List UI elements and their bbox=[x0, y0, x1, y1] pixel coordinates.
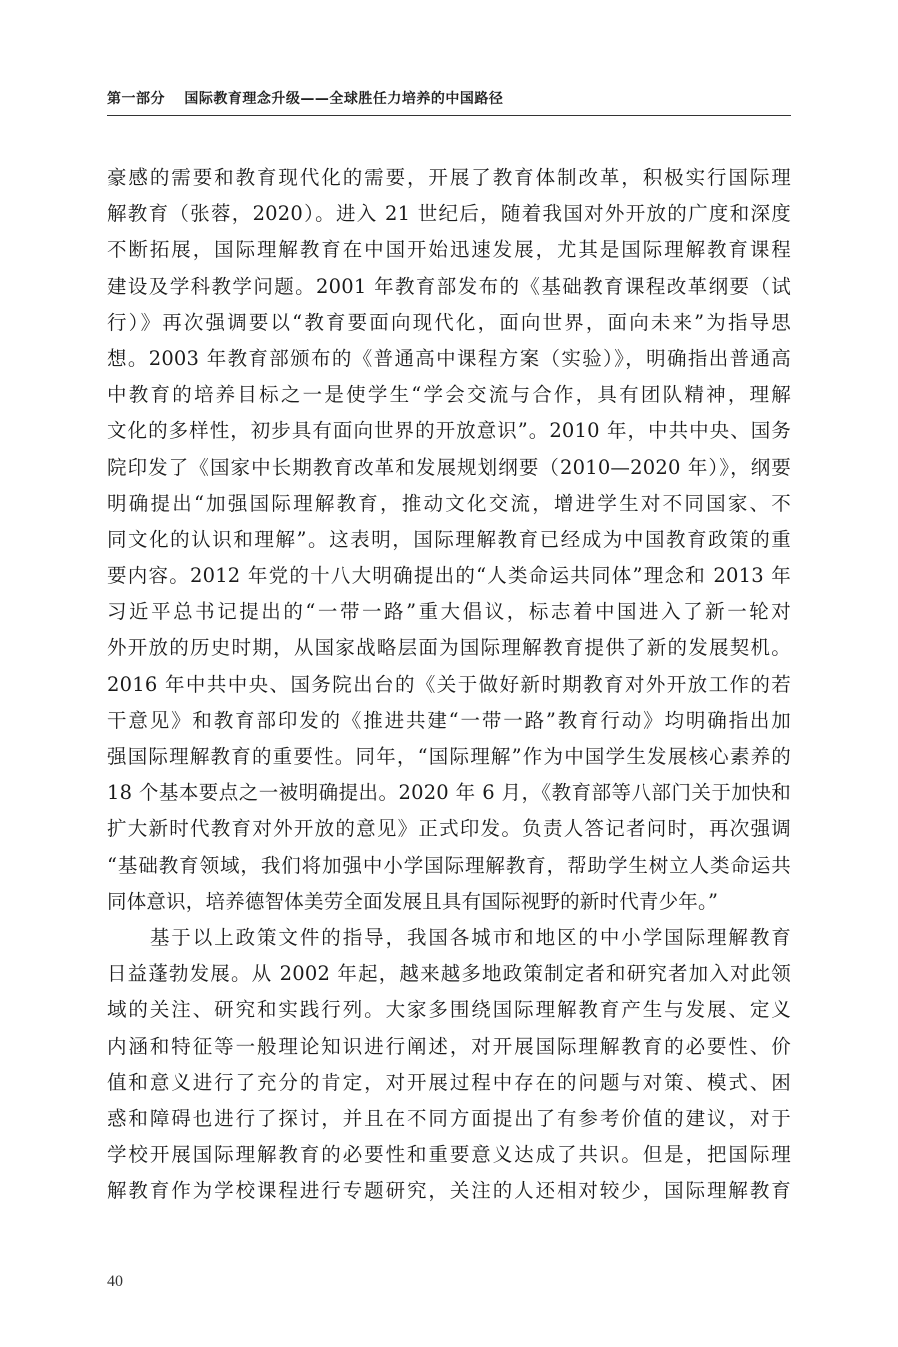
text-line: 扩大新时代教育对外开放的意见》正式印发。负责人答记者问时，再次强调 bbox=[107, 817, 791, 841]
running-header bbox=[107, 88, 791, 114]
text-line: 院印发了《国家中长期教育改革和发展规划纲要（2010—2020 年）》，纲要 bbox=[107, 455, 791, 479]
text-line: 想。2003 年教育部颁布的《普通高中课程方案（实验）》，明确指出普通高 bbox=[107, 346, 791, 370]
text-line: 18 个基本要点之一被明确提出。2020 年 6 月，《教育部等八部门关于加快和 bbox=[107, 781, 791, 805]
text-line: 同体意识，培养德智体美劳全面发展且具有国际视野的新时代青少年。” bbox=[107, 889, 719, 913]
text-line: 解教育（张蓉，2020）。进入 21 世纪后，随着我国对外开放的广度和深度 bbox=[107, 202, 791, 226]
paragraph-2 bbox=[107, 920, 791, 1210]
text-line: 值和意义进行了充分的肯定，对开展过程中存在的问题与对策、模式、困 bbox=[107, 1070, 791, 1094]
body-text bbox=[107, 160, 791, 1209]
text-line: 内涵和特征等一般理论知识进行阐述，对开展国际理解教育的必要性、价 bbox=[107, 1034, 791, 1058]
text-line: 日益蓬勃发展。从 2002 年起，越来越多地政策制定者和研究者加入对此领 bbox=[107, 962, 791, 986]
text-line: 习近平总书记提出的“一带一路”重大倡议，标志着中国进入了新一轮对 bbox=[107, 600, 791, 624]
text-line: 2016 年中共中央、国务院出台的《关于做好新时期教育对外开放工作的若 bbox=[107, 672, 791, 696]
text-line: 解教育作为学校课程进行专题研究，关注的人还相对较少，国际理解教育 bbox=[107, 1179, 791, 1203]
text-line: 同文化的认识和理解”。这表明，国际理解教育已经成为中国教育政策的重 bbox=[107, 527, 791, 551]
text-line: 中教育的培养目标之一是使学生“学会交流与合作，具有团队精神，理解 bbox=[107, 383, 791, 407]
paragraph-1 bbox=[107, 160, 791, 920]
text-line: 明确提出“加强国际理解教育，推动文化交流，增进学生对不同国家、不 bbox=[107, 491, 791, 515]
text-line: “基础教育领域，我们将加强中小学国际理解教育，帮助学生树立人类命运共 bbox=[107, 853, 791, 877]
text-line: 文化的多样性，初步具有面向世界的开放意识”。2010 年，中共中央、国务 bbox=[107, 419, 791, 443]
text-line: 不断拓展，国际理解教育在中国开始迅速发展，尤其是国际理解教育课程 bbox=[107, 238, 791, 262]
text-line: 基于以上政策文件的指导，我国各城市和地区的中小学国际理解教育 bbox=[107, 925, 791, 949]
text-line: 域的关注、研究和实践行列。大家多围绕国际理解教育产生与发展、定义 bbox=[107, 998, 791, 1022]
text-line: 干意见》和教育部印发的《推进共建“一带一路”教育行动》均明确指出加 bbox=[107, 708, 791, 732]
text-line: 豪感的需要和教育现代化的需要，开展了教育体制改革，积极实行国际理 bbox=[107, 166, 791, 189]
text-line: 外开放的历史时期，从国家战略层面为国际理解教育提供了新的发展契机。 bbox=[107, 636, 791, 660]
text-line: 惑和障碍也进行了探讨，并且在不同方面提出了有参考价值的建议，对于 bbox=[107, 1106, 791, 1130]
text-line: 建设及学科教学问题。2001 年教育部发布的《基础教育课程改革纲要（试 bbox=[107, 274, 791, 298]
text-line: 要内容。2012 年党的十八大明确提出的“人类命运共同体”理念和 2013 年 bbox=[107, 564, 791, 588]
text-line: 强国际理解教育的重要性。同年，“国际理解”作为中国学生发展核心素养的 bbox=[107, 745, 791, 768]
header-rule bbox=[107, 115, 791, 116]
text-line: 学校开展国际理解教育的必要性和重要意义达成了共识。但是，把国际理 bbox=[107, 1143, 791, 1167]
header-part-label: 第一部分 bbox=[107, 91, 165, 107]
header-title: 国际教育理念升级——全球胜任力培养的中国路径 bbox=[184, 91, 504, 107]
page-number: 40 bbox=[107, 1273, 123, 1290]
text-line: 行）》再次强调要以“教育要面向现代化，面向世界，面向未来”为指导思 bbox=[107, 310, 791, 334]
